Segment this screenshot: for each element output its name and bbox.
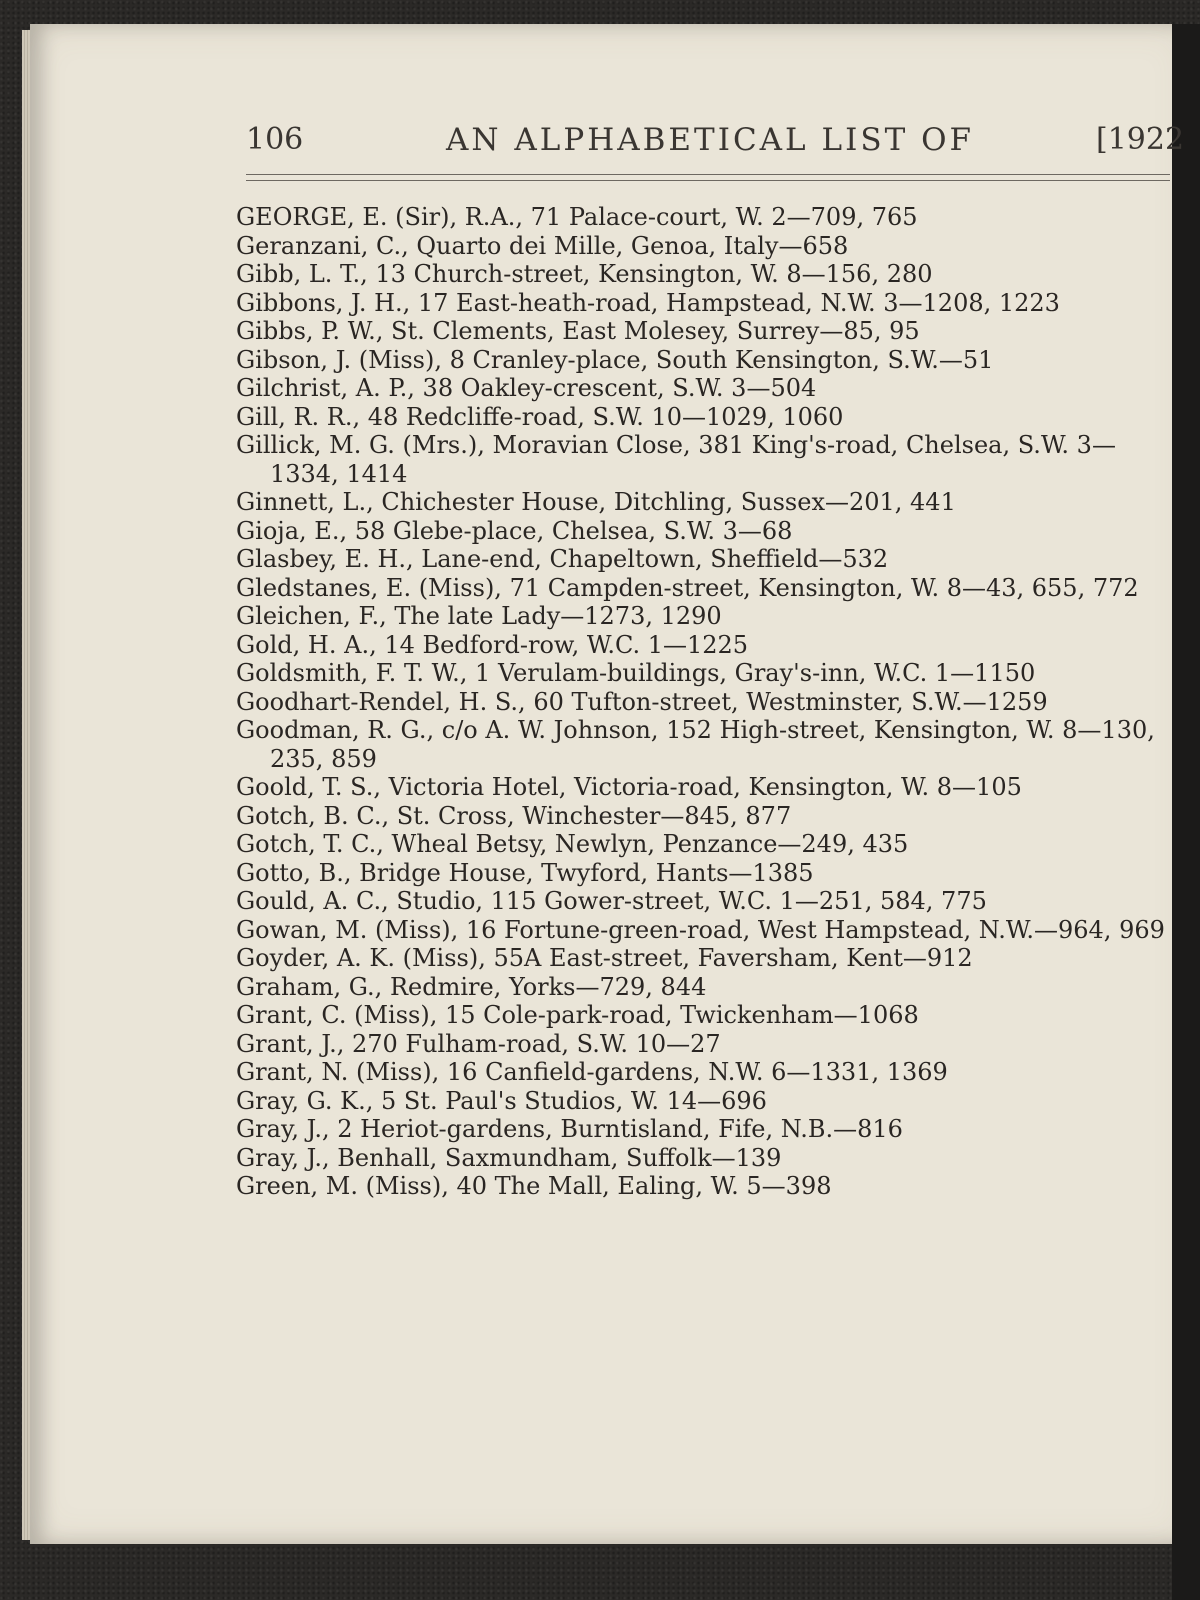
list-entry: Gibson, J. (Miss), 8 Cranley-place, South Kensington, S.W.—51 [236,345,994,374]
page-header [246,118,1185,166]
year-marker: [1922 [1096,122,1185,157]
list-entry: GEORGE, E. (Sir), R.A., 71 Palace-court, W. 2—709, 765 [236,203,918,231]
list-entry: Gioja, E., 58 Glebe-place, Chelsea, S.W. 3—68 [236,516,793,545]
list-entry: Gowan, M. (Miss), 16 Fortune-green-road, West Hampstead, N.W.—964, 969 [236,915,1165,944]
list-entry: Goldsmith, F. T. W., 1 Verulam-buildings, Gray's-inn, W.C. 1—1150 [236,659,1036,687]
running-title: AN ALPHABETICAL LIST OF [446,122,975,158]
list-entry: Goold, T. S., Victoria Hotel, Victoria-road, Kensington, W. 8—105 [236,773,1022,801]
list-entry: Gold, H. A., 14 Bedford-row, W.C. 1—1225 [236,630,749,659]
list-entry: Gibbs, P. W., St. Clements, East Molesey, Surrey—85, 95 [236,317,920,345]
list-entry: Gotch, T. C., Wheal Betsy, Newlyn, Penzance—249, 435 [236,830,909,858]
list-entry: Ginnett, L., Chichester House, Ditchling, Sussex—201, 441 [236,488,956,516]
page-number: 106 [246,122,304,157]
list-entry: Gilchrist, A. P., 38 Oakley-crescent, S.W. 3—504 [236,374,817,402]
list-entry: Gotch, B. C., St. Cross, Winchester—845, 877 [236,801,792,830]
list-entry: Goodhart-Rendel, H. S., 60 Tufton-street, Westminster, S.W.—1259 [236,687,1048,716]
list-entry: Goodman, R. G., c/o A. W. Johnson, 152 High-street, Kensington, W. 8—130, 235, 859 [236,716,1155,773]
list-entry: Grant, N. (Miss), 16 Canfield-gardens, N.W. 6—1331, 1369 [236,1058,948,1086]
list-entry: Grant, C. (Miss), 15 Cole-park-road, Twickenham—1068 [236,1001,919,1029]
list-entry: Gotto, B., Bridge House, Twyford, Hants—1385 [236,858,814,887]
list-entry: Gleichen, F., The late Lady—1273, 1290 [236,602,722,630]
list-entry: Green, M. (Miss), 40 The Mall, Ealing, W. 5—398 [236,1172,832,1200]
list-entry: Gray, G. K., 5 St. Paul's Studios, W. 14—696 [236,1086,767,1115]
list-entry: Gillick, M. G. (Mrs.), Moravian Close, 381 King's-road, Chelsea, S.W. 3—1334, 1414 [236,431,1116,488]
list-entry: Gray, J., Benhall, Saxmundham, Suffolk—139 [236,1143,782,1172]
list-entry: Goyder, A. K. (Miss), 55A East-street, Faversham, Kent—912 [236,944,973,972]
list-entry: Gray, J., 2 Heriot-gardens, Burntisland, Fife, N.B.—816 [236,1115,903,1143]
list-entry: Graham, G., Redmire, Yorks—729, 844 [236,972,707,1001]
header-rule-bottom [246,180,1170,181]
entry-list [236,203,1181,1201]
header-rule-top [246,174,1170,175]
list-entry: Gledstanes, E. (Miss), 71 Campden-street, Kensington, W. 8—43, 655, 772 [236,573,1139,602]
list-entry: Gibb, L. T., 13 Church-street, Kensington, W. 8—156, 280 [236,260,933,288]
list-entry: Grant, J., 270 Fulham-road, S.W. 10—27 [236,1029,721,1058]
list-entry: Gould, A. C., Studio, 115 Gower-street, W.C. 1—251, 584, 775 [236,887,987,915]
list-entry: Glasbey, E. H., Lane-end, Chapeltown, Sheffield—532 [236,545,889,573]
list-entry: Gibbons, J. H., 17 East-heath-road, Hampstead, N.W. 3—1208, 1223 [236,288,1060,317]
list-entry: Geranzani, C., Quarto dei Mille, Genoa, Italy—658 [236,231,849,260]
list-entry: Gill, R. R., 48 Redcliffe-road, S.W. 10—1029, 1060 [236,402,844,431]
